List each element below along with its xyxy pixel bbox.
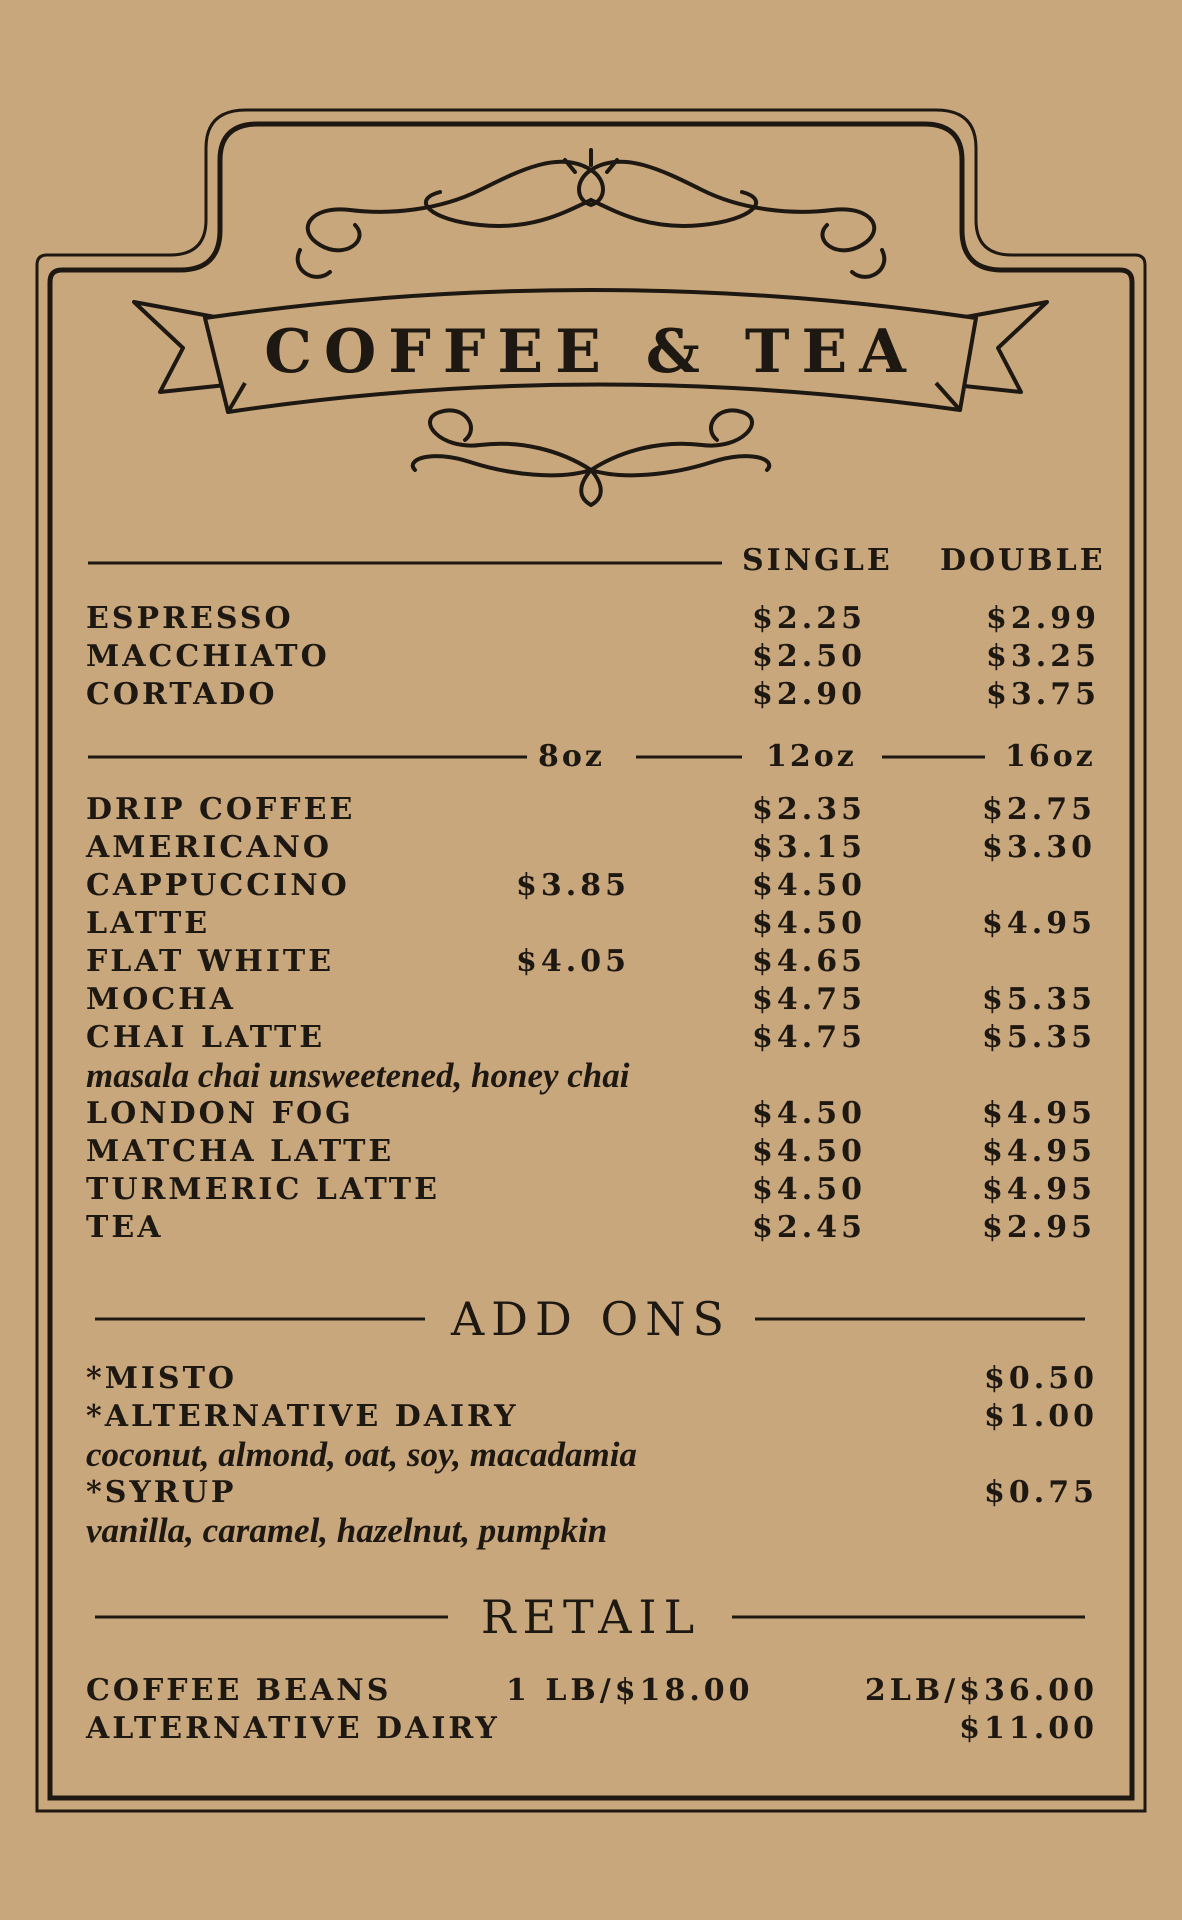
price-16oz: $5.35 xyxy=(982,982,1096,1017)
price-double: $3.25 xyxy=(986,639,1100,674)
column-12oz-header: 12oz xyxy=(766,739,857,774)
retail-item-name: COFFEE BEANS xyxy=(86,1673,392,1708)
item-note: masala chai unsweetened, honey chai xyxy=(86,1056,630,1095)
item-name: MOCHA xyxy=(86,982,236,1017)
price-16oz: $4.95 xyxy=(982,1172,1096,1207)
retail-price-1lb: 1 LB/$18.00 xyxy=(506,1673,754,1708)
item-name: ESPRESSO xyxy=(86,601,294,636)
column-single-header: SINGLE xyxy=(742,543,893,578)
price-double: $3.75 xyxy=(986,677,1100,712)
top-flourish-ornament xyxy=(298,150,885,277)
item-name: MACCHIATO xyxy=(86,639,330,674)
retail-price: $11.00 xyxy=(959,1711,1098,1746)
add-on-price: $0.75 xyxy=(984,1475,1098,1510)
price-12oz: $3.15 xyxy=(752,830,866,865)
price-16oz: $3.30 xyxy=(982,830,1096,865)
retail-price: 2LB/$36.00 xyxy=(864,1673,1098,1708)
bottom-flourish-ornament xyxy=(413,410,769,505)
price-12oz: $4.50 xyxy=(752,906,866,941)
price-8oz: $3.85 xyxy=(516,868,630,903)
price-12oz: $4.50 xyxy=(752,1134,866,1169)
column-16oz-header: 16oz xyxy=(1005,739,1096,774)
add-on-note: vanilla, caramel, hazelnut, pumpkin xyxy=(86,1511,608,1550)
item-name: CHAI LATTE xyxy=(86,1020,326,1055)
column-double-header: DOUBLE xyxy=(940,543,1106,578)
price-12oz: $4.65 xyxy=(752,944,866,979)
add-on-price: $0.50 xyxy=(984,1361,1098,1396)
item-name: MATCHA LATTE xyxy=(86,1134,395,1169)
add-on-name: *SYRUP xyxy=(86,1475,237,1510)
price-16oz: $4.95 xyxy=(982,1134,1096,1169)
item-name: TEA xyxy=(86,1210,164,1245)
add-on-name: *ALTERNATIVE DAIRY xyxy=(86,1399,519,1434)
price-single: $2.90 xyxy=(752,677,866,712)
price-16oz: $5.35 xyxy=(982,1020,1096,1055)
price-12oz: $4.75 xyxy=(752,1020,866,1055)
price-16oz: $4.95 xyxy=(982,1096,1096,1131)
price-single: $2.50 xyxy=(752,639,866,674)
column-8oz-header: 8oz xyxy=(538,739,605,774)
item-name: AMERICANO xyxy=(86,830,333,865)
item-name: TURMERIC LATTE xyxy=(86,1172,440,1207)
item-name: CORTADO xyxy=(86,677,278,712)
item-name: LATTE xyxy=(86,906,211,941)
price-12oz: $4.50 xyxy=(752,1096,866,1131)
item-name: DRIP COFFEE xyxy=(86,792,356,827)
price-12oz: $2.35 xyxy=(752,792,866,827)
price-double: $2.99 xyxy=(986,601,1100,636)
menu-title: COFFEE & TEA xyxy=(264,317,918,387)
item-name: CAPPUCCINO xyxy=(86,868,350,903)
price-16oz: $2.95 xyxy=(982,1210,1096,1245)
price-16oz: $4.95 xyxy=(982,906,1096,941)
retail-item-name: ALTERNATIVE DAIRY xyxy=(86,1711,500,1746)
price-12oz: $4.75 xyxy=(752,982,866,1017)
price-single: $2.25 xyxy=(752,601,866,636)
item-name: LONDON FOG xyxy=(86,1096,354,1131)
add-on-price: $1.00 xyxy=(984,1399,1098,1434)
price-12oz: $4.50 xyxy=(752,868,866,903)
item-name: FLAT WHITE xyxy=(86,944,335,979)
add-on-name: *MISTO xyxy=(86,1361,238,1396)
add-ons-heading: ADD ONS xyxy=(450,1292,732,1346)
price-12oz: $2.45 xyxy=(752,1210,866,1245)
add-on-note: coconut, almond, oat, soy, macadamia xyxy=(86,1435,637,1474)
price-16oz: $2.75 xyxy=(982,792,1096,827)
price-8oz: $4.05 xyxy=(516,944,630,979)
price-12oz: $4.50 xyxy=(752,1172,866,1207)
retail-heading: RETAIL xyxy=(480,1590,702,1644)
